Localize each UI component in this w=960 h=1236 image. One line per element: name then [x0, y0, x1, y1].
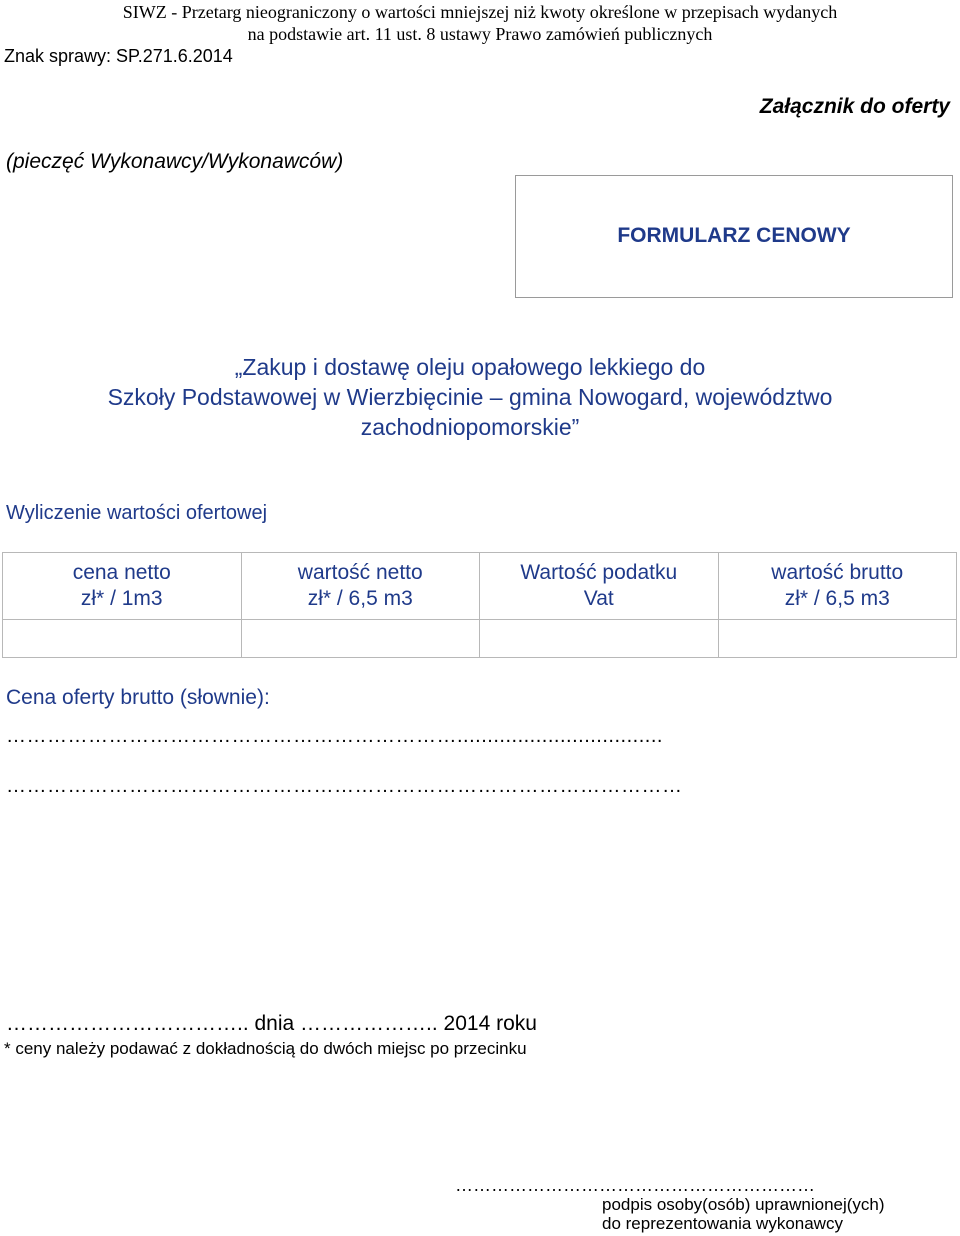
- header-vat: Wartość podatku Vat: [480, 553, 719, 620]
- price-words-line-2[interactable]: ………………………………………………………………………………………: [6, 775, 683, 797]
- subject-line-2: Szkoły Podstawowej w Wierzbięcinie – gmina Nowogard, województwo: [107, 384, 833, 410]
- attachment-label: Załącznik do oferty: [759, 95, 950, 118]
- form-title: FORMULARZ CENOWY: [617, 224, 851, 247]
- price-words-line-1[interactable]: …………………………………………………………..................................: [6, 725, 663, 747]
- header-gross-value: wartość brutto zł* / 6,5 m3: [718, 553, 957, 620]
- price-table: [2, 552, 957, 658]
- table-row: [3, 620, 957, 658]
- date-line[interactable]: …………………………….. dnia ……………….. 2014 roku: [6, 1012, 537, 1035]
- calc-label: Wyliczenie wartości ofertowej: [6, 502, 268, 524]
- cell-net-value[interactable]: [241, 620, 480, 658]
- signature-line[interactable]: ……………………………………………………: [455, 1175, 815, 1195]
- stamp-label: (pieczęć Wykonawcy/Wykonawców): [6, 150, 344, 173]
- table-header-row: [3, 553, 957, 620]
- price-words-label: Cena oferty brutto (słownie):: [6, 686, 270, 709]
- header-line-2: na podstawie art. 11 ust. 8 ustawy Prawo zamówień publicznych: [247, 24, 713, 44]
- cell-vat[interactable]: [480, 620, 719, 658]
- order-subject: [0, 352, 940, 442]
- signature-caption-2: do reprezentowania wykonawcy: [602, 1214, 843, 1233]
- cell-net-price[interactable]: [3, 620, 242, 658]
- header-net-price: cena netto zł* / 1m3: [3, 553, 242, 620]
- signature-caption-1: podpis osoby(osób) uprawnionej(ych): [602, 1195, 885, 1214]
- subject-line-3: zachodniopomorskie”: [360, 414, 580, 440]
- case-number: Znak sprawy: SP.271.6.2014: [4, 46, 233, 66]
- header-net-value: wartość netto zł* / 6,5 m3: [241, 553, 480, 620]
- cell-gross-value[interactable]: [718, 620, 957, 658]
- footnote: * ceny należy podawać z dokładnością do dwóch miejsc po przecinku: [4, 1039, 527, 1058]
- subject-line-1: „Zakup i dostawę oleju opałowego lekkiego do: [234, 354, 706, 380]
- header-line-1: SIWZ - Przetarg nieograniczony o wartości mniejszej niż kwoty określone w przepisach wydanych: [122, 2, 838, 22]
